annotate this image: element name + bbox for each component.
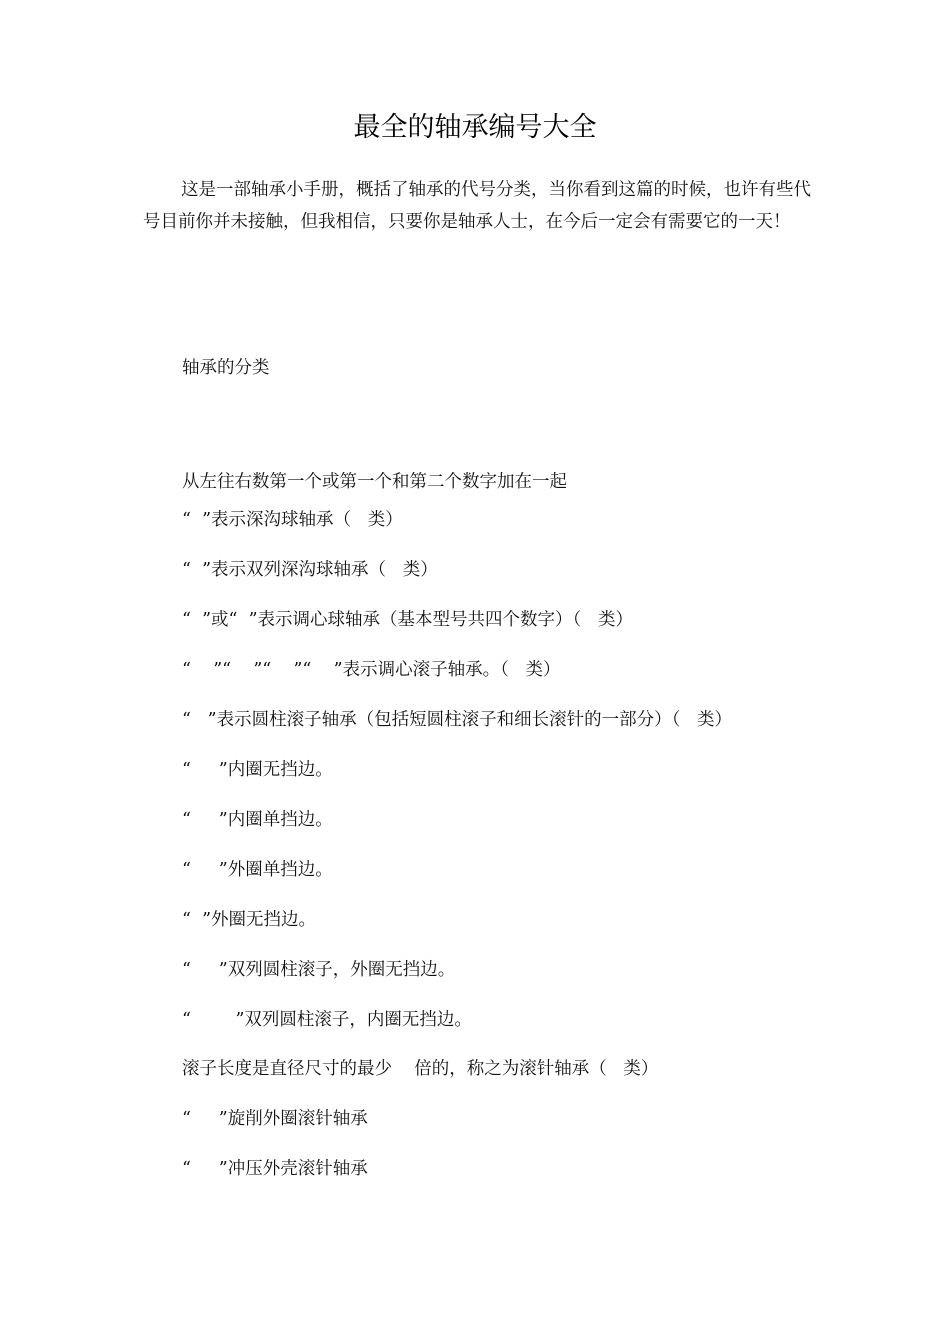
text-line: “ ”双列圆柱滚子，内圈无挡边。 xyxy=(182,1010,472,1030)
text-line: “ ”表示双列深沟球轴承（ 类） xyxy=(182,560,438,580)
text-line: “ ”旋削外圈滚针轴承 xyxy=(182,1109,368,1129)
text-line: “ ”“ ”“ ”“ ”表示调心滚子轴承。（ 类） xyxy=(182,660,561,680)
text-line: “ ”内圈单挡边。 xyxy=(182,810,333,830)
text-line: “ ”冲压外壳滚针轴承 xyxy=(182,1159,368,1179)
text-line: “ ”双列圆柱滚子，外圈无挡边。 xyxy=(182,960,456,980)
text-line: “ ”外圈无挡边。 xyxy=(182,910,317,930)
document-title: 最全的轴承编号大全 xyxy=(353,112,597,143)
text-line: “ ”内圈无挡边。 xyxy=(182,760,333,780)
text-line: “ ”或“ ”表示调心球轴承（基本型号共四个数字）（ 类） xyxy=(182,610,633,630)
text-line: “ ”表示深沟球轴承（ 类） xyxy=(182,510,403,530)
text-line: “ ”外圈单挡边。 xyxy=(182,860,333,880)
intro-paragraph: 这是一部轴承小手册，概括了轴承的代号分类，当你看到这篇的时候，也许有些代号目前你并未接触，但我相信，只要你是轴承人士，在今后一定会有需要它的一天！ xyxy=(143,180,811,232)
section-heading: 轴承的分类 xyxy=(182,358,270,378)
text-line: 从左往右数第一个或第一个和第二个数字加在一起 xyxy=(182,472,567,492)
text-line: 滚子长度是直径尺寸的最少 倍的，称之为滚针轴承（ 类） xyxy=(182,1059,659,1079)
text-line: “ ”表示圆柱滚子轴承（包括短圆柱滚子和细长滚针的一部分）（ 类） xyxy=(182,710,733,730)
